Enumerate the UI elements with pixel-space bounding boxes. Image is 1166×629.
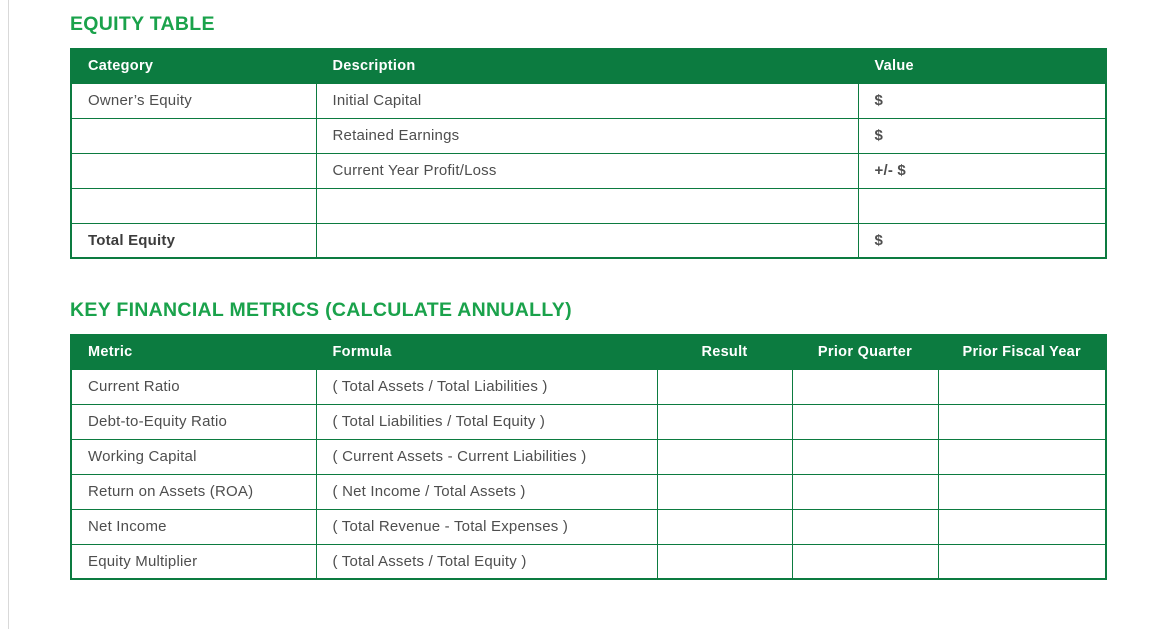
prior-quarter-cell[interactable] xyxy=(792,544,938,579)
prior-fiscal-year-cell[interactable] xyxy=(938,439,1106,474)
col-header-result: Result xyxy=(657,335,792,369)
table-row xyxy=(71,439,1106,474)
value-cell[interactable] xyxy=(858,188,1106,223)
prior-fiscal-year-cell[interactable] xyxy=(938,404,1106,439)
prior-quarter-cell[interactable] xyxy=(792,509,938,544)
formula-cell: ( Net Income / Total Assets ) xyxy=(316,474,657,509)
formula-cell: ( Total Assets / Total Liabilities ) xyxy=(316,369,657,404)
total-equity-row xyxy=(71,223,1106,258)
prior-fiscal-year-cell[interactable] xyxy=(938,474,1106,509)
metrics-header-row xyxy=(71,335,1106,369)
col-header-prior-fiscal-year: Prior Fiscal Year xyxy=(938,335,1106,369)
col-header-value: Value xyxy=(858,49,1106,83)
value-cell[interactable]: $ xyxy=(858,223,1106,258)
formula-cell: ( Total Liabilities / Total Equity ) xyxy=(316,404,657,439)
table-row xyxy=(71,404,1106,439)
equity-table xyxy=(70,48,1107,259)
result-cell[interactable] xyxy=(657,544,792,579)
table-row xyxy=(71,369,1106,404)
prior-quarter-cell[interactable] xyxy=(792,474,938,509)
value-cell[interactable]: +/- $ xyxy=(858,153,1106,188)
col-header-description: Description xyxy=(316,49,858,83)
metric-cell: Debt-to-Equity Ratio xyxy=(71,404,316,439)
description-cell xyxy=(316,223,858,258)
prior-quarter-cell[interactable] xyxy=(792,369,938,404)
result-cell[interactable] xyxy=(657,439,792,474)
col-header-category: Category xyxy=(71,49,316,83)
metric-cell: Working Capital xyxy=(71,439,316,474)
formula-cell: ( Current Assets - Current Liabilities ) xyxy=(316,439,657,474)
col-header-formula: Formula xyxy=(316,335,657,369)
result-cell[interactable] xyxy=(657,404,792,439)
value-cell[interactable]: $ xyxy=(858,118,1106,153)
table-row xyxy=(71,83,1106,118)
category-cell: Owner’s Equity xyxy=(71,83,316,118)
col-header-prior-quarter: Prior Quarter xyxy=(792,335,938,369)
description-cell: Retained Earnings xyxy=(316,118,858,153)
metrics-table xyxy=(70,334,1107,580)
table-row-blank xyxy=(71,188,1106,223)
prior-quarter-cell[interactable] xyxy=(792,439,938,474)
prior-fiscal-year-cell[interactable] xyxy=(938,369,1106,404)
prior-fiscal-year-cell[interactable] xyxy=(938,544,1106,579)
description-cell: Current Year Profit/Loss xyxy=(316,153,858,188)
table-row xyxy=(71,474,1106,509)
equity-header-row xyxy=(71,49,1106,83)
category-cell xyxy=(71,153,316,188)
table-row xyxy=(71,118,1106,153)
table-row xyxy=(71,509,1106,544)
metric-cell: Return on Assets (ROA) xyxy=(71,474,316,509)
category-cell[interactable] xyxy=(71,188,316,223)
metric-cell: Net Income xyxy=(71,509,316,544)
result-cell[interactable] xyxy=(657,369,792,404)
table-row xyxy=(71,544,1106,579)
formula-cell: ( Total Revenue - Total Expenses ) xyxy=(316,509,657,544)
table-row xyxy=(71,153,1106,188)
category-cell: Total Equity xyxy=(71,223,316,258)
prior-quarter-cell[interactable] xyxy=(792,404,938,439)
description-cell[interactable] xyxy=(316,188,858,223)
prior-fiscal-year-cell[interactable] xyxy=(938,509,1106,544)
metric-cell: Current Ratio xyxy=(71,369,316,404)
category-cell xyxy=(71,118,316,153)
equity-table-title: EQUITY TABLE xyxy=(70,13,215,35)
result-cell[interactable] xyxy=(657,509,792,544)
description-cell: Initial Capital xyxy=(316,83,858,118)
col-header-metric: Metric xyxy=(71,335,316,369)
metrics-table-title: KEY FINANCIAL METRICS (CALCULATE ANNUALLY) xyxy=(70,299,572,321)
page-edge-rule xyxy=(8,0,9,629)
result-cell[interactable] xyxy=(657,474,792,509)
formula-cell: ( Total Assets / Total Equity ) xyxy=(316,544,657,579)
metric-cell: Equity Multiplier xyxy=(71,544,316,579)
value-cell[interactable]: $ xyxy=(858,83,1106,118)
